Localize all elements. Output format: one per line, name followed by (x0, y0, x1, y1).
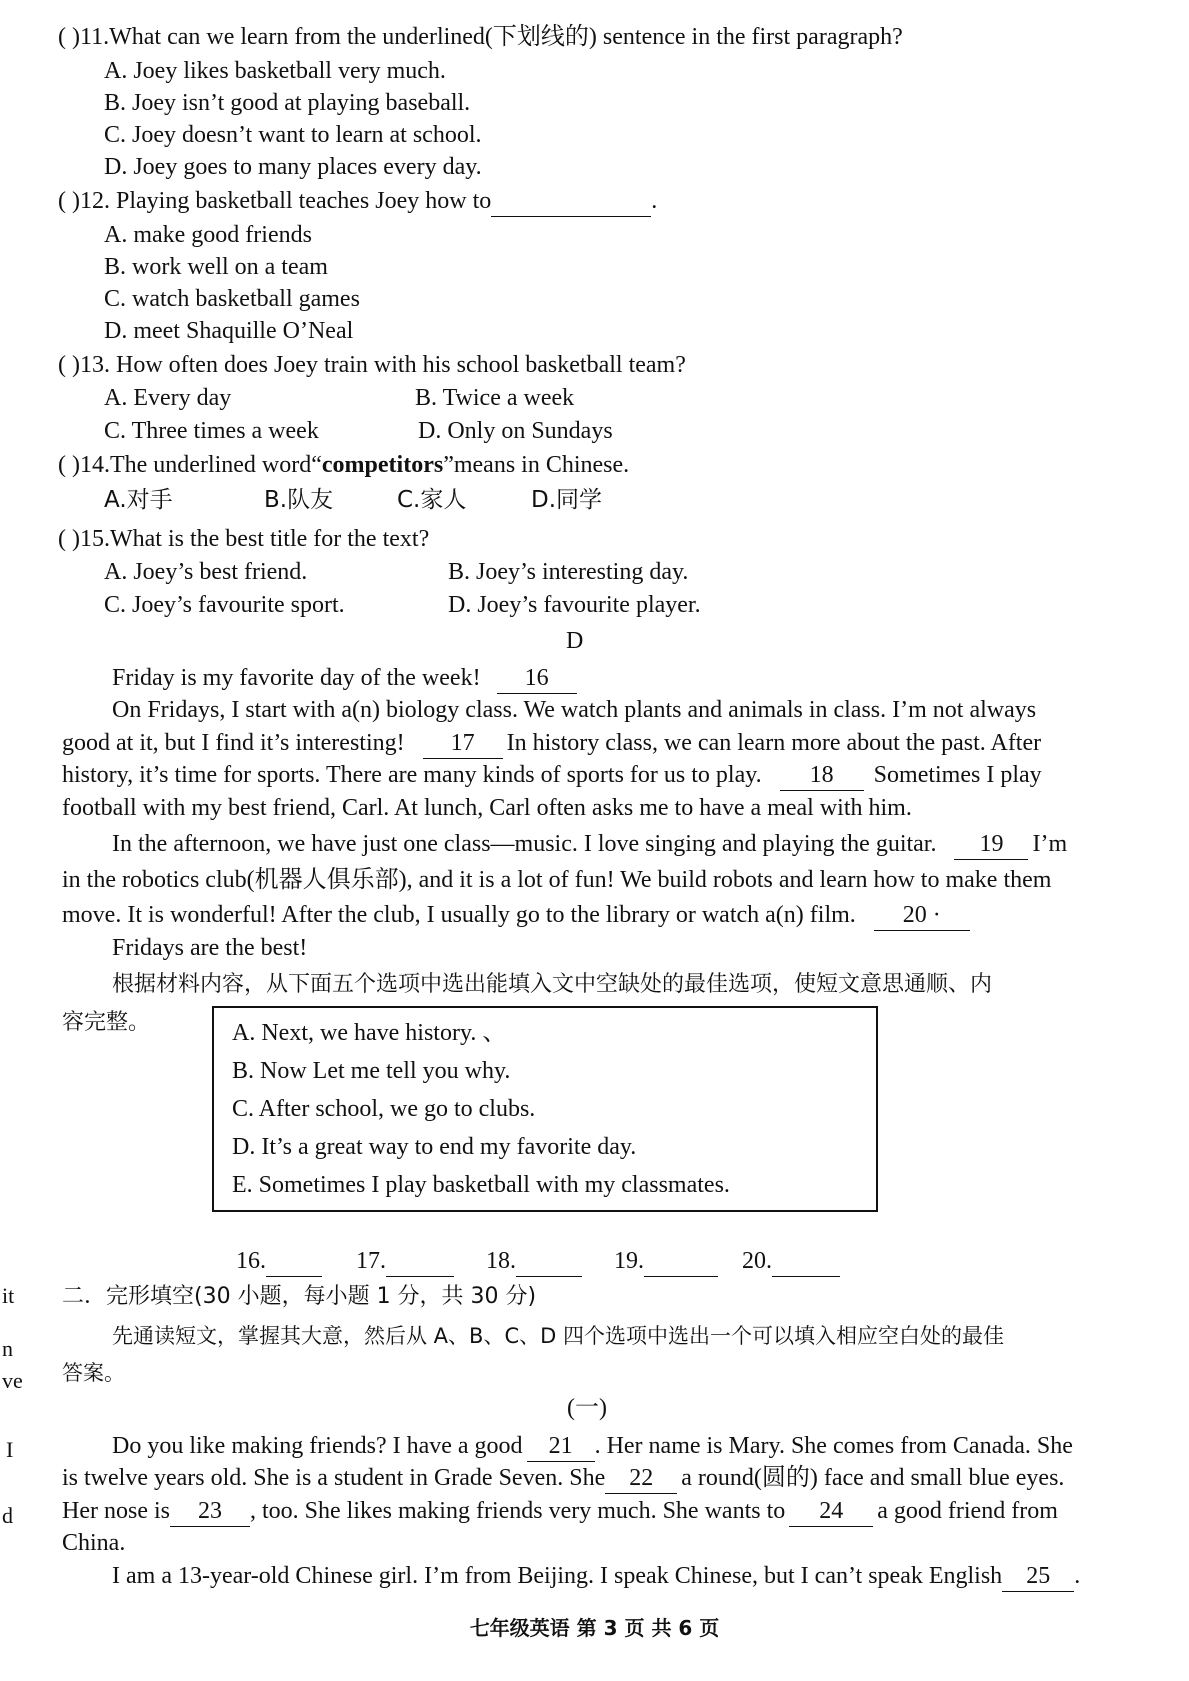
answer-16-blank[interactable] (266, 1246, 322, 1277)
passage-d-p2-line4: football with my best friend, Carl. At lunch, Carl often asks me to have a meal with him. (62, 795, 912, 821)
passage-d-p2-line2-a: good at it, but I find it’s interesting! (62, 730, 405, 756)
cloze-line5 (112, 1561, 1080, 1592)
q11-stem: ( )11.What can we learn from the underlined(下划线的) sentence in the first paragraph? (58, 24, 903, 50)
q12-stem-end: . (651, 188, 658, 214)
q13-option-c: C. Three times a week (104, 418, 319, 444)
answer-20-blank[interactable] (772, 1246, 840, 1277)
passage-d-p3-line1-a: In the afternoon, we have just one class—music. I love singing and playing the guitar. (112, 831, 937, 857)
margin-fragment: I (6, 1437, 14, 1462)
cloze-line2-a: is twelve years old. She is a student in Grade Seven. She (62, 1465, 606, 1491)
passage-d-p3-line3-a: move. It is wonderful! After the club, I usually go to the library or watch a(n) film. (62, 902, 856, 928)
q14-option-d: D.同学 (531, 487, 603, 513)
answer-18-label: 18. (486, 1248, 516, 1274)
option-c: C. After school, we go to clubs. (232, 1096, 536, 1122)
answer-16 (236, 1246, 322, 1277)
answer-19 (614, 1246, 718, 1277)
cloze-line3-c: a good friend from (877, 1498, 1058, 1524)
option-a: A. Next, we have history. 、 (232, 1020, 507, 1046)
answer-18-blank[interactable] (516, 1246, 582, 1277)
option-b: B. Now Let me tell you why. (232, 1058, 511, 1084)
passage-d-p3-line2: in the robotics club(机器人俱乐部), and it is a lot of fun! We build robots and learn how to make them (62, 867, 1052, 893)
cloze-line2 (62, 1463, 1064, 1494)
q11-option-a: A. Joey likes basketball very much. (104, 58, 446, 84)
blank-16: 16 (497, 663, 577, 694)
answer-19-blank[interactable] (644, 1246, 718, 1277)
q11-option-d: D. Joey goes to many places every day. (104, 154, 482, 180)
q12-stem-text: ( )12. Playing basketball teaches Joey how to (58, 188, 492, 214)
passage-d-p4: Fridays are the best! (112, 935, 308, 961)
q12-option-c: C. watch basketball games (104, 286, 360, 312)
passage-d-p2-line3 (62, 760, 1042, 791)
margin-fragment: it (2, 1283, 15, 1308)
q15-stem: ( )15.What is the best title for the text? (58, 526, 430, 552)
answer-17-blank[interactable] (386, 1246, 454, 1277)
section2-instruction-line1: 先通读短文，掌握其大意，然后从 A、B、C、D 四个选项中选出一个可以填入相应空白处的最佳 (112, 1324, 1004, 1348)
blank-23: 23 (170, 1496, 250, 1527)
answer-17 (356, 1246, 454, 1277)
margin-fragment: n (2, 1336, 13, 1361)
q12-option-b: B. work well on a team (104, 254, 328, 280)
cloze-line3-b: , too. She likes making friends very much. She wants to (249, 1498, 786, 1524)
passage-d-p2-line1: On Fridays, I start with a(n) biology class. We watch plants and animals in class. I’m not always (112, 697, 1037, 723)
margin-fragment: ve (2, 1368, 23, 1393)
passage-d-p2-line2 (62, 728, 1041, 759)
passage-d-instruction-line2: 容完整。 (62, 1010, 151, 1035)
q11-option-b: B. Joey isn’t good at playing baseball. (104, 90, 471, 116)
passage-d-instruction-line1: 根据材料内容，从下面五个选项中选出能填入文中空缺处的最佳选项，使短文意思通顺、内 (112, 972, 993, 997)
q14-option-a: A.对手 (104, 487, 173, 513)
page-footer: 七年级英语 第 3 页 共 6 页 (469, 1616, 720, 1640)
blank-17: 17 (423, 728, 503, 759)
answer-17-label: 17. (356, 1248, 386, 1274)
answer-18 (486, 1246, 582, 1277)
q15-option-b: B. Joey’s interesting day. (448, 559, 689, 585)
q13-option-d: D. Only on Sundays (418, 418, 613, 444)
passage-d-p3-line1-b: I’m (1032, 831, 1068, 857)
margin-fragment: d (2, 1503, 13, 1528)
passage-d-p1 (112, 663, 577, 694)
answer-20-label: 20. (742, 1248, 772, 1274)
cloze-line1-a: Do you like making friends? I have a good (112, 1433, 523, 1459)
blank-22: 22 (605, 1463, 677, 1494)
cloze-line4: China. (62, 1530, 126, 1556)
cloze-line2-b: a round(圆的) face and small blue eyes. (681, 1465, 1065, 1491)
cloze-line5-b: . (1074, 1563, 1081, 1589)
passage-d-p1-text: Friday is my favorite day of the week! (112, 665, 481, 691)
section2-part-heading: (一) (567, 1395, 607, 1421)
q11-option-c: C. Joey doesn’t want to learn at school. (104, 122, 482, 148)
q14-stem (58, 450, 629, 480)
cloze-line5-a: I am a 13-year-old Chinese girl. I’m from Beijing. I speak Chinese, but I can’t speak English (112, 1563, 1003, 1589)
blank-24: 24 (789, 1496, 873, 1527)
answer-16-label: 16. (236, 1248, 266, 1274)
section2-title: 二．完形填空(30 小题，每小题 1 分，共 30 分) (62, 1284, 537, 1309)
answer-19-label: 19. (614, 1248, 644, 1274)
passage-d-p2-line3-b: Sometimes I play (873, 762, 1042, 788)
blank-20: 20 · (874, 900, 970, 931)
option-e: E. Sometimes I play basketball with my classmates. (232, 1172, 730, 1198)
q14-stem-pre: ( )14.The underlined word“ (58, 452, 322, 478)
q14-stem-post: ”means in Chinese. (443, 452, 630, 478)
q13-stem: ( )13. How often does Joey train with his school basketball team? (58, 352, 686, 378)
passage-d-heading: D (566, 628, 584, 654)
q15-option-c: C. Joey’s favourite sport. (104, 592, 345, 618)
q14-option-c: C.家人 (397, 487, 467, 513)
q15-option-a: A. Joey’s best friend. (104, 559, 308, 585)
q15-option-d: D. Joey’s favourite player. (448, 592, 701, 618)
passage-d-p2-line2-b: In history class, we can learn more about the past. After (506, 730, 1042, 756)
q13-option-a: A. Every day (104, 385, 232, 411)
q14-underlined-word: competitors (321, 452, 444, 478)
blank-25: 25 (1002, 1561, 1074, 1592)
q14-option-b: B.队友 (264, 487, 334, 513)
blank-18: 18 (780, 760, 864, 791)
q12-option-d: D. meet Shaquille O’Neal (104, 318, 354, 344)
q12-option-a: A. make good friends (104, 222, 312, 248)
passage-d-p2-line3-a: history, it’s time for sports. There are many kinds of sports for us to play. (62, 762, 762, 788)
cloze-line1-b: . Her name is Mary. She comes from Canada. She (594, 1433, 1073, 1459)
options-box (212, 1006, 878, 1212)
cloze-line1 (112, 1431, 1073, 1462)
answer-20 (742, 1246, 840, 1277)
q12-stem (58, 186, 657, 217)
cloze-line3 (62, 1496, 1058, 1527)
option-d: D. It’s a great way to end my favorite day. (232, 1134, 637, 1160)
q12-blank (491, 186, 651, 217)
passage-d-p3-line3 (62, 900, 970, 931)
passage-d-p3-line1 (112, 829, 1067, 860)
blank-19: 19 (954, 829, 1028, 860)
section2-instruction-line2: 答案。 (62, 1361, 125, 1385)
cloze-line3-a: Her nose is (62, 1498, 170, 1524)
blank-21: 21 (527, 1431, 595, 1462)
q13-option-b: B. Twice a week (415, 385, 575, 411)
